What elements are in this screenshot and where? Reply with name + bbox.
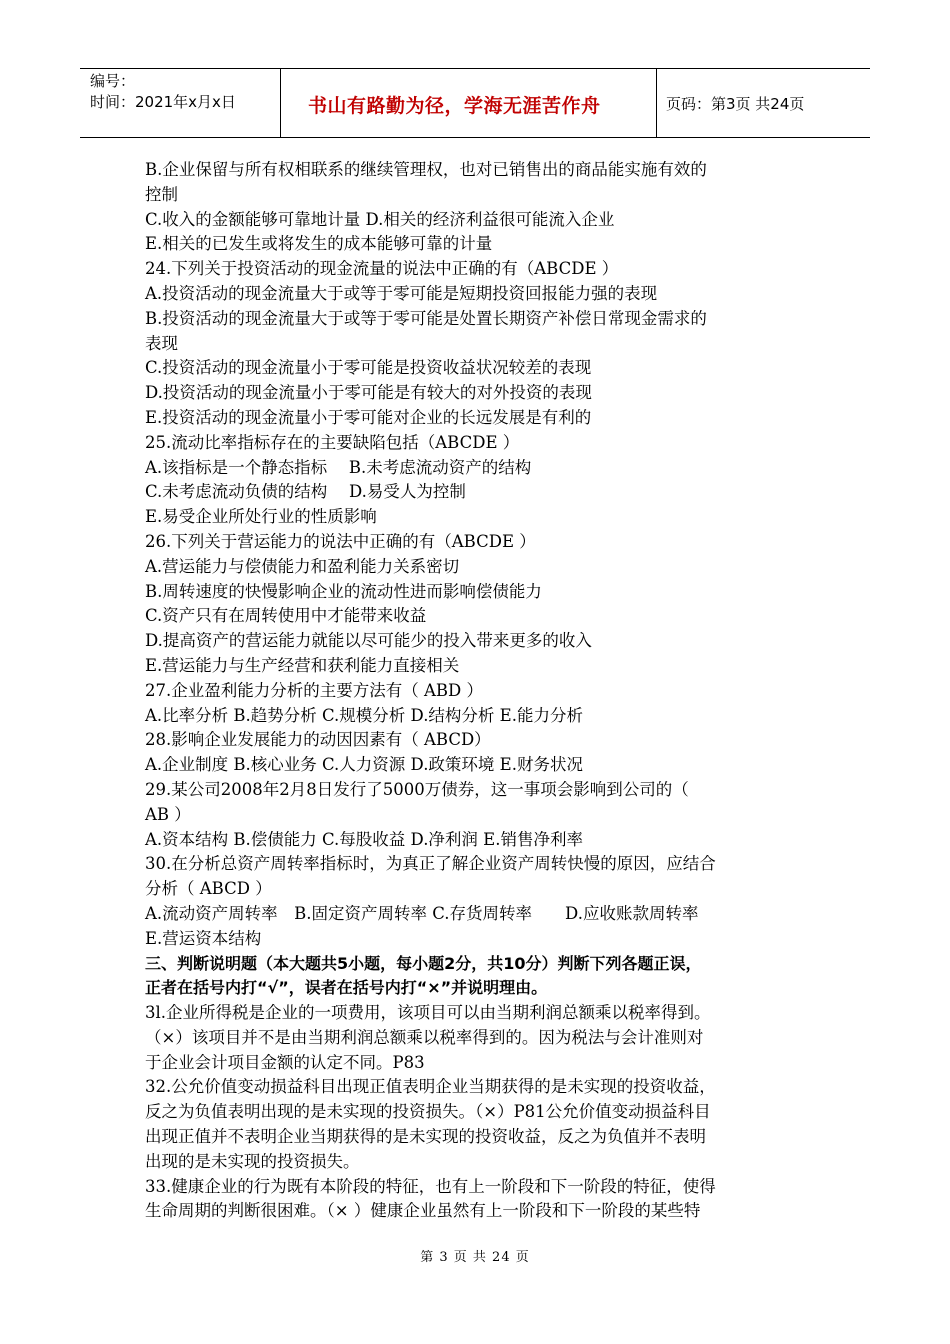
header-divider (656, 69, 657, 137)
text-line: 出现的是未实现的投资损失。 (145, 1151, 360, 1171)
text-line: B.投资活动的现金流量大于或等于零可能是处置长期资产补偿日常现金需求的 (145, 308, 707, 328)
text-line: （×）该项目并不是由当期利润总额乘以税率得到的。因为税法与会计准则对 (145, 1027, 704, 1047)
document-body (145, 158, 815, 1224)
text-line: C.资产只有在周转使用中才能带来收益 (145, 606, 427, 626)
text-line: D.投资活动的现金流量小于零可能是有较大的对外投资的表现 (145, 383, 592, 403)
section-heading-line: 三、判断说明题（本大题共5小题，每小题2分，共10分）判断下列各题正误， (145, 953, 702, 973)
text-line: E.相关的已发生或将发生的成本能够可靠的计量 (145, 234, 493, 254)
header-divider (280, 69, 281, 137)
text-line: 33.健康企业的行为既有本阶段的特征，也有上一阶段和下一阶段的特征，使得 (145, 1176, 716, 1196)
text-line: A.该指标是一个静态指标 B.未考虑流动资产的结构 (145, 457, 532, 477)
header-meta (90, 71, 236, 113)
text-line: 24.下列关于投资活动的现金流量的说法中正确的有（ABCDE ） (145, 259, 619, 279)
text-line: B.企业保留与所有权相联系的继续管理权，也对已销售出的商品能实施有效的 (145, 160, 707, 179)
text-line: 反之为负值表明出现的是未实现的投资损失。（×）P81公允价值变动损益科目 (145, 1102, 711, 1122)
text-line: 出现正值并不表明企业当期获得的是未实现的投资收益，反之为负值并不表明 (145, 1127, 706, 1147)
text-line: A.营运能力与偿债能力和盈利能力关系密切 (145, 556, 460, 576)
section-heading-line: 正者在括号内打“√”，误者在括号内打“×”并说明理由。 (145, 978, 548, 998)
page-footer: 第 3 页 共 24 页 (420, 1250, 530, 1265)
text-line: AB ） (145, 804, 191, 824)
text-line: A.流动资产周转率 B.固定资产周转率 C.存货周转率 D.应收账款周转率 (145, 903, 699, 923)
header-motto: 书山有路勤为径，学海无涯苦作舟 (308, 95, 601, 117)
text-line: E.易受企业所处行业的性质影响 (145, 507, 377, 527)
text-line: 分析（ ABCD ） (145, 879, 272, 899)
text-line: 30.在分析总资产周转率指标时，为真正了解企业资产周转快慢的原因，应结合 (145, 854, 716, 874)
text-line: 生命周期的判断很困难。（× ）健康企业虽然有上一阶段和下一阶段的某些特 (145, 1201, 701, 1221)
text-line: 27.企业盈利能力分析的主要方法有（ ABD ） (145, 680, 484, 700)
text-line: 32.公允价值变动损益科目出现正值表明企业当期获得的是未实现的投资收益， (145, 1077, 716, 1097)
text-line: 29.某公司2008年2月8日发行了5000万债券，这一事项会影响到公司的（ (145, 779, 689, 799)
text-line: 3l.企业所得税是企业的一项费用，该项目可以由当期利润总额乘以税率得到。 (145, 1003, 711, 1023)
text-line: C.未考虑流动负债的结构 D.易受人为控制 (145, 482, 466, 502)
text-line: C.投资活动的现金流量小于零可能是投资收益状况较差的表现 (145, 358, 592, 378)
text-line: B.周转速度的快慢影响企业的流动性进而影响偿债能力 (145, 581, 542, 601)
document-time-label: 时间：2021年x月x日 (90, 93, 236, 111)
text-line: E.营运能力与生产经营和获利能力直接相关 (145, 655, 460, 675)
text-line: 控制 (145, 184, 178, 204)
text-line: A.资本结构 B.偿债能力 C.每股收益 D.净利润 E.销售净利率 (145, 829, 583, 849)
text-line: 28.影响企业发展能力的动因因素有（ ABCD） (145, 730, 491, 750)
text-line: D.提高资产的营运能力就能以尽可能少的投入带来更多的收入 (145, 631, 592, 651)
page-header (80, 68, 870, 138)
text-line: A.投资活动的现金流量大于或等于零可能是短期投资回报能力强的表现 (145, 283, 658, 303)
text-line: 表现 (145, 333, 178, 353)
text-line: C.收入的金额能够可靠地计量 D.相关的经济利益很可能流入企业 (145, 209, 615, 229)
text-line: A.比率分析 B.趋势分析 C.规模分析 D.结构分析 E.能力分析 (145, 705, 583, 725)
text-line: 26.下列关于营运能力的说法中正确的有（ABCDE ） (145, 531, 536, 551)
text-line: A.企业制度 B.核心业务 C.人力资源 D.政策环境 E.财务状况 (145, 755, 583, 775)
text-line: 25.流动比率指标存在的主要缺陷包括（ABCDE ） (145, 432, 520, 452)
header-page-number: 页码：第3页 共24页 (666, 95, 805, 113)
text-line: E.投资活动的现金流量小于零可能对企业的长远发展是有利的 (145, 407, 592, 427)
text-line: 于企业会计项目金额的认定不同。P83 (145, 1052, 425, 1072)
document-number-label: 编号： (90, 72, 136, 90)
text-line: E.营运资本结构 (145, 928, 262, 948)
